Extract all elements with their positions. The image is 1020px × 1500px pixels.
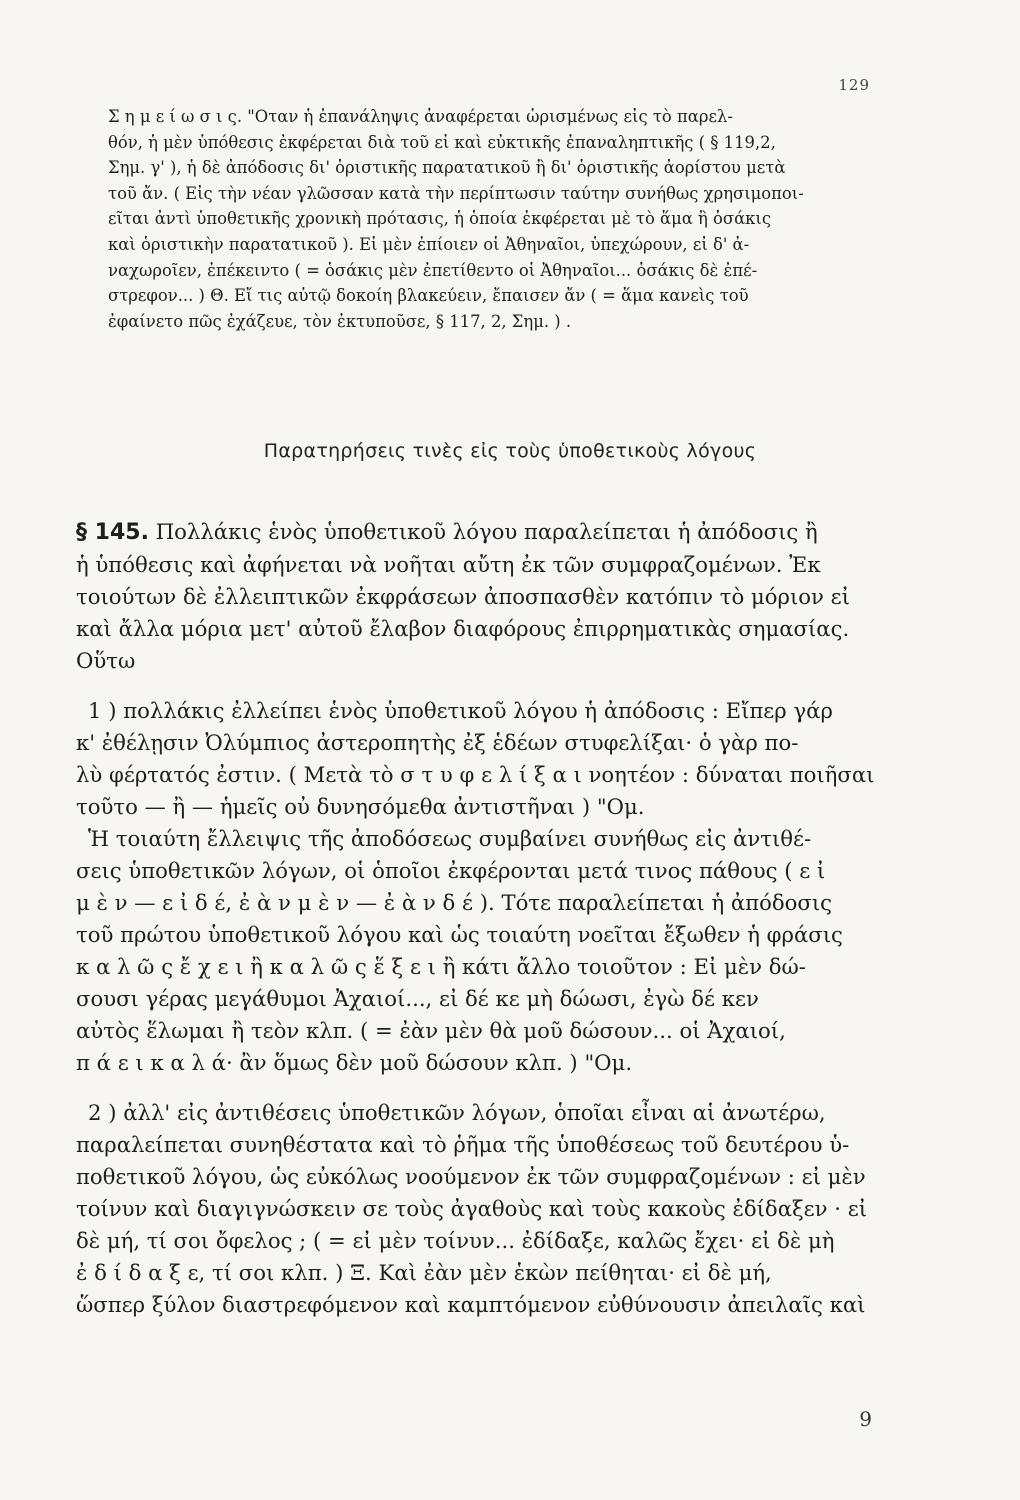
- para2-line: 1 ) πολλάκις ἐλλείπει ἑνὸς ὑποθετικοῦ λόγου ἡ ἀπόδοσις : Εἴπερ γάρ: [88, 698, 833, 723]
- note-line: θόν, ἡ μὲν ὑπόθεσις ἐκφέρεται διὰ τοῦ εἰ καὶ εὐκτικῆς ἐπαναληπτικῆς ( § 119,2,: [108, 132, 776, 152]
- para2-line: αὐτὸς ἕλωμαι ἢ τεὸν κλπ. ( = ἐὰν μὲν θὰ μοῦ δώσουν... οἱ Ἀχαιοί,: [76, 1018, 786, 1043]
- page-number: 129: [838, 76, 870, 94]
- note-line: εῖται ἀντὶ ὑποθετικῆς χρονικὴ πρότασις, ἡ ὁποία ἐκφέρεται μὲ τὸ ἅμα ἢ ὁσάκις: [108, 209, 772, 229]
- para1-line: [76, 516, 916, 549]
- para1-line: ἡ ὑπόθεσις καὶ ἀφήνεται νὰ νοῆται αὔτη ἐκ τῶν συμφραζομένων. Ἐκ: [76, 552, 821, 577]
- para2-line: μ ὲ ν — ε ἰ δ έ, ἐ ὰ ν μ ὲ ν — ἐ ὰ ν δ έ ). Τότε παραλείπεται ἡ ἀπόδοσις: [76, 890, 833, 915]
- para2-line: Ἡ τοιαύτη ἔλλειψις τῆς ἀποδόσεως συμβαίνει συνήθως εἰς ἀντιθέ-: [88, 826, 812, 851]
- para1-first-line: Πολλάκις ἑνὸς ὑποθετικοῦ λόγου παραλείπεται ἡ ἀπόδοσις ἢ: [155, 519, 818, 544]
- note-block: [108, 104, 908, 334]
- para3-line: ποθετικοῦ λόγου, ὡς εὐκόλως νοούμενον ἐκ τῶν συμφραζομένων : εἰ μὲν: [76, 1164, 866, 1189]
- para2-line: κ α λ ῶ ς ἔ χ ε ι ἢ κ α λ ῶ ς ἕ ξ ε ι ἢ κάτι ἄλλο τοιοῦτον : Εἰ μὲν δώ-: [76, 954, 806, 979]
- para2-line: τοῦ πρώτου ὑποθετικοῦ λόγου καὶ ὡς τοιαύτη νοεῖται ἔξωθεν ἡ φράσις: [76, 922, 843, 947]
- para2-line: λὺ φέρτατός ἐστιν. ( Μετὰ τὸ σ τ υ φ ε λ ί ξ α ι νοητέον : δύναται ποιῆσαι: [76, 762, 875, 787]
- para1-line: Οὕτω: [76, 648, 136, 673]
- section-title: Παρατηρήσεις τινὲς εἰς τοὺς ὑποθετικοὺς λόγους: [263, 440, 757, 462]
- note-line: τοῦ ἄν. ( Εἰς τὴν νέαν γλῶσσαν κατὰ τὴν περίπτωσιν ταύτην συνήθως χρησιμοποι-: [108, 183, 804, 203]
- para3-line: τοίνυν καὶ διαγιγνώσκειν σε τοὺς ἀγαθοὺς καὶ τοὺς κακοὺς ἐδίδαξεν · εἰ: [76, 1196, 868, 1221]
- para2-line: σουσι γέρας μεγάθυμοι Ἀχαιοί..., εἰ δέ κε μὴ δώωσι, ἐγὼ δέ κεν: [76, 986, 759, 1011]
- para3-line: παραλείπεται συνηθέστατα καὶ τὸ ῥῆμα τῆς ὑποθέσεως τοῦ δευτέρου ὑ-: [76, 1132, 850, 1157]
- para2-line: τοῦτο — ἢ — ἡμεῖς οὐ δυνησόμεθα ἀντιστῆναι ) "Ομ.: [76, 794, 645, 819]
- note-line: στρεφον... ) Θ. Εἴ τις αὐτῷ δοκοίη βλακεύειν, ἔπαισεν ἄν ( = ἅμα κανεὶς τοῦ: [108, 286, 749, 306]
- note-line: Σ η μ ε ί ω σ ι ς. "Οταν ἡ ἐπανάληψις ἀναφέρεται ὡρισμένως εἰς τὸ παρελ-: [108, 107, 733, 126]
- para2-line: κ' ἐθέλῃσιν Ὀλύμπιος ἀστεροπητὴς ἐξ ἑδέων στυφελίξαι· ὁ γὰρ πο-: [76, 730, 799, 755]
- note-line: Σημ. γ' ), ἡ δὲ ἀπόδοσις δι' ὁριστικῆς παρατατικοῦ ἢ δι' ὁριστικῆς ἀορίστου μετὰ: [108, 158, 786, 178]
- note-line: καὶ ὁριστικὴν παρατατικοῦ ). Εἰ μὲν ἐπίοιεν οἱ Ἀθηναῖοι, ὑπεχώρουν, εἰ δ' ἀ-: [108, 234, 750, 254]
- para3-line: ἐ δ ί δ α ξ ε, τί σοι κλπ. ) Ξ. Καὶ ἐὰν μὲν ἑκὼν πείθηται· εἰ δὲ μή,: [76, 1260, 772, 1285]
- signature-mark: 9: [859, 1407, 872, 1431]
- note-line: ἐφαίνετο πῶς ἐχάζευε, τὸν ἐκτυποῦσε, § 117, 2, Σημ. ) .: [108, 311, 572, 331]
- para1-line: τοιούτων δὲ ἐλλειπτικῶν ἐκφράσεων ἀποσπασθὲν κατόπιν τὸ μόριον εἰ: [76, 584, 850, 609]
- para2-line: σεις ὑποθετικῶν λόγων, οἱ ὁποῖοι ἐκφέρονται μετά τινος πάθους ( ε ἰ: [76, 858, 826, 883]
- para3-line: ὥσπερ ξύλον διαστρεφόμενον καὶ καμπτόμενον εὐθύνουσιν ἀπειλαῖς καὶ: [76, 1292, 866, 1317]
- para2-line: π ά ε ι κ α λ ά· ἂν ὅμως δὲν μοῦ δώσουν κλπ. ) "Ομ.: [76, 1050, 633, 1075]
- note-line: ναχωροῖεν, ἐπέκειντο ( = ὁσάκις μὲν ἐπετίθεντο οἱ Ἀθηναῖοι... ὁσάκις δὲ ἐπέ-: [108, 260, 758, 280]
- para3-line: 2 ) ἀλλ' εἰς ἀντιθέσεις ὑποθετικῶν λόγων, ὁποῖαι εἶναι αἱ ἀνωτέρω,: [88, 1100, 826, 1125]
- body-text: [76, 516, 916, 1321]
- para1-line: καὶ ἄλλα μόρια μετ' αὐτοῦ ἔλαβον διαφόρους ἐπιρρηματικὰς σημασίας.: [76, 616, 850, 641]
- section-number: § 145.: [76, 520, 149, 545]
- para3-line: δὲ μή, τί σοι ὄφελος ; ( = εἰ μὲν τοίνυν... ἐδίδαξε, καλῶς ἔχει· εἰ δὲ μὴ: [76, 1228, 835, 1253]
